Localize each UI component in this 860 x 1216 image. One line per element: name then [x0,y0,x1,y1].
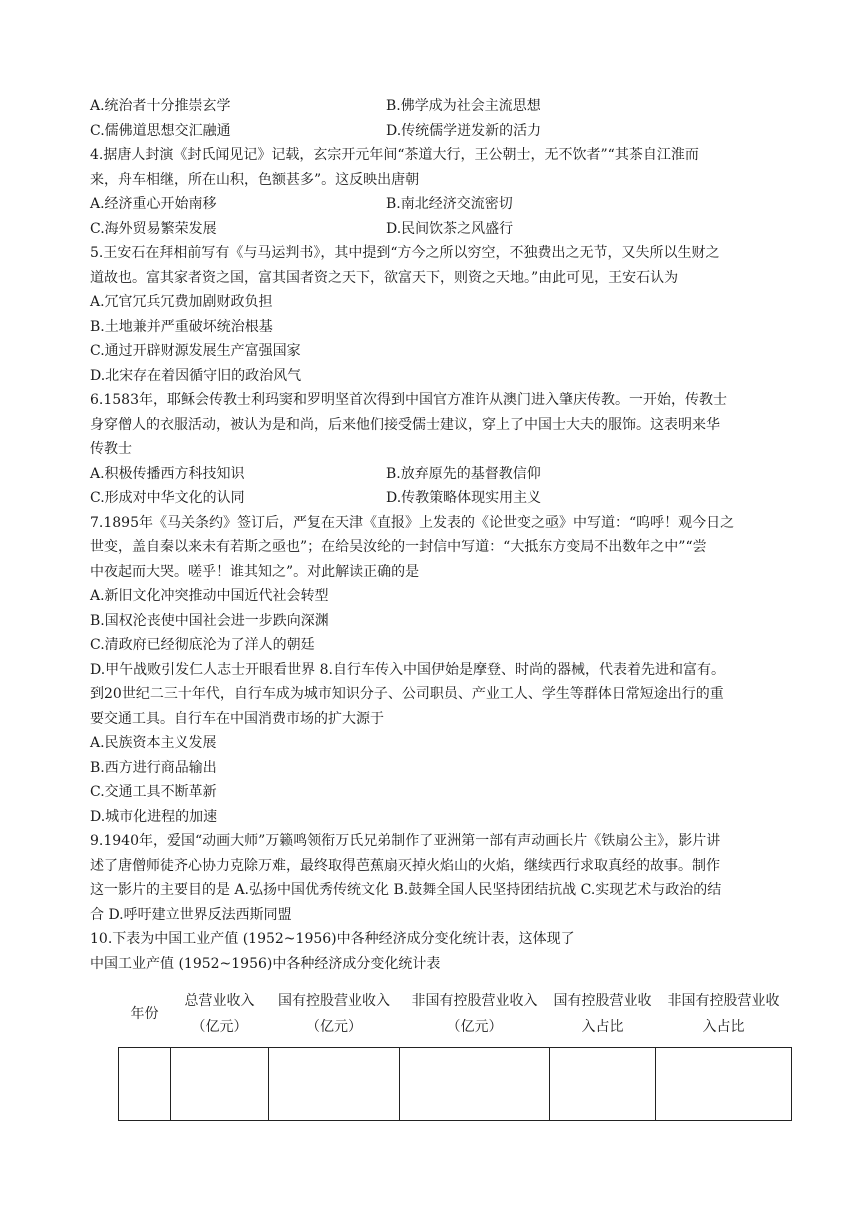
table-header-year: 年份 [130,1006,159,1022]
table-cell [400,1048,550,1121]
q3-option-c[interactable]: C.儒佛道思想交汇融通 [90,122,231,139]
q8-option-a[interactable]: A.民族资本主义发展 [90,735,217,751]
q7-stem-line-1: 7.1895年《马关条约》签订后，严复在天津《直报》上发表的《论世变之亟》中写道：“呜呼！观今日之 [90,514,735,531]
table-cell [550,1048,656,1121]
q3-option-a[interactable]: A.统治者十分推崇玄学 [90,98,231,114]
table-cell [656,1048,792,1121]
q5-option-a[interactable]: A.冗官冗兵冗费加剧财政负担 [90,294,273,310]
q3-option-b[interactable]: B.佛学成为社会主流思想 [386,98,541,114]
q8-stem-line-2: 到20世纪二三十年代，自行车成为城市知识分子、公司职员、产业工人、学生等群体日常短途出行的重 [90,686,724,702]
q6-options-row-2 [90,486,795,511]
q7-option-d-and-q8-stem-line-1: D.甲午战败引发仁人志士开眼看世界 8.自行车传入中国伊始是摩登、时尚的器械，代表着先进和富有。 [90,661,725,678]
q4-option-d[interactable]: D.民间饮茶之风盛行 [386,220,514,237]
q6-option-b[interactable]: B.放弃原先的基督教信仰 [386,465,541,482]
q6-stem-line-2: 身穿僧人的衣服活动，被认为是和尚，后来他们接受儒士建议，穿上了中国士大夫的服饰。这表明来华 [90,416,720,433]
table-cell [269,1048,400,1121]
table-header-state-revenue: 国有控股营业收入 （亿元） [278,993,390,1035]
q3-options-row-2 [90,119,795,144]
q8-option-d[interactable]: D.城市化进程的加速 [90,808,218,825]
table-cell [119,1048,171,1121]
q5-stem-line-2: 道故也。富其家者资之国，富其国者资之天下，欲富天下，则资之天地。”由此可见，王安石认为 [90,269,679,286]
table-row [119,1048,792,1121]
q6-option-d[interactable]: D.传教策略体现实用主义 [386,490,542,506]
q10-stem: 10.下表为中国工业产值 (1952~1956)中各种经济成分变化统计表，这体现了 [90,931,575,947]
table-header-non-state-revenue: 非国有控股营业收入 （亿元） [411,993,538,1035]
table-cell [171,1048,269,1121]
exam-page [90,94,795,1121]
table-header-non-state-share: 非国有控股营业收 入占比 [667,993,780,1035]
q9-stem-line-2: 述了唐僧师徒齐心协力克除万难，最终取得芭蕉扇灭掉火焰山的火焰，继续西行求取真经的故事。制作 [90,857,720,874]
q8-option-b[interactable]: B.西方进行商品输出 [90,759,217,776]
q4-option-b[interactable]: B.南北经济交流密切 [386,196,513,212]
table-header-state-share: 国有控股营业收 入占比 [553,993,652,1035]
q7-option-a[interactable]: A.新旧文化冲突推动中国近代社会转型 [90,588,329,604]
q8-option-c[interactable]: C.交通工具不断革新 [90,784,217,800]
q5-stem-line-1: 5.王安石在拜相前写有《与马运判书》，其中提到“方今之所以穷空，不独费出之无节，又失所以生财之 [90,245,720,261]
q7-stem-line-2: 世变，盖自秦以来未有若斯之亟也”；在给吴汝纶的一封信中写道：“大抵东方变局不出数年之中”“尝 [90,539,707,555]
q3-option-d[interactable]: D.传统儒学迸发新的活力 [386,122,542,139]
q3-options-row-1 [90,94,795,119]
table-header-total-revenue: 总营业收入 （亿元） [184,993,255,1035]
q9-stem-line-1: 9.1940年，爱国“动画大师”万籁鸣领衔万氏兄弟制作了亚洲第一部有声动画长片《铁扇公主》，影片讲 [90,833,721,849]
q5-option-b[interactable]: B.土地兼并严重破坏统治根基 [90,318,273,335]
q10-table-title: 中国工业产值 (1952~1956)中各种经济成分变化统计表 [90,955,441,972]
q6-stem-line-3: 传教士 [90,441,132,457]
q5-option-c[interactable]: C.通过开辟财源发展生产富强国家 [90,343,301,359]
q10-statistics-table [118,988,792,1121]
q9-stem-line-4: 合 D.呼吁建立世界反法西斯同盟 [90,906,292,923]
q7-option-c[interactable]: C.清政府已经彻底沦为了洋人的朝廷 [90,637,315,653]
q4-option-a[interactable]: A.经济重心开始南移 [90,196,217,212]
q5-option-d[interactable]: D.北宋存在着因循守旧的政治风气 [90,367,302,384]
q6-option-c[interactable]: C.形成对中华文化的认同 [90,490,245,506]
q8-stem-line-3: 要交通工具。自行车在中国消费市场的扩大源于 [90,710,384,727]
q4-stem-line-2: 来，舟车相继，所在山积，色额甚多”。这反映出唐朝 [90,171,420,188]
table-header-row [119,988,792,1048]
q6-options-row-1 [90,462,795,487]
q9-stem-line-3: 这一影片的主要目的是 A.弘扬中国优秀传统文化 B.鼓舞全国人民坚持团结抗战 C.实现艺术与政治的结 [90,882,722,898]
q6-option-a[interactable]: A.积极传播西方科技知识 [90,465,245,482]
q4-stem-line-1: 4.据唐人封演《封氏闻见记》记载，玄宗开元年间“茶道大行，王公朝士，无不饮者”“其茶自江淮而 [90,147,699,163]
q4-options-row-2 [90,217,795,242]
q4-options-row-1 [90,192,795,217]
q7-option-b[interactable]: B.国权沦丧使中国社会进一步跌向深渊 [90,612,329,629]
q7-stem-line-3: 中夜起而大哭。嗟乎！谁其知之”。对此解读正确的是 [90,563,420,580]
q4-option-c[interactable]: C.海外贸易繁荣发展 [90,220,217,237]
q6-stem-line-1: 6.1583年，耶稣会传教士利玛窦和罗明坚首次得到中国官方准许从澳门进入肇庆传教。一开始，传教士 [90,392,727,408]
